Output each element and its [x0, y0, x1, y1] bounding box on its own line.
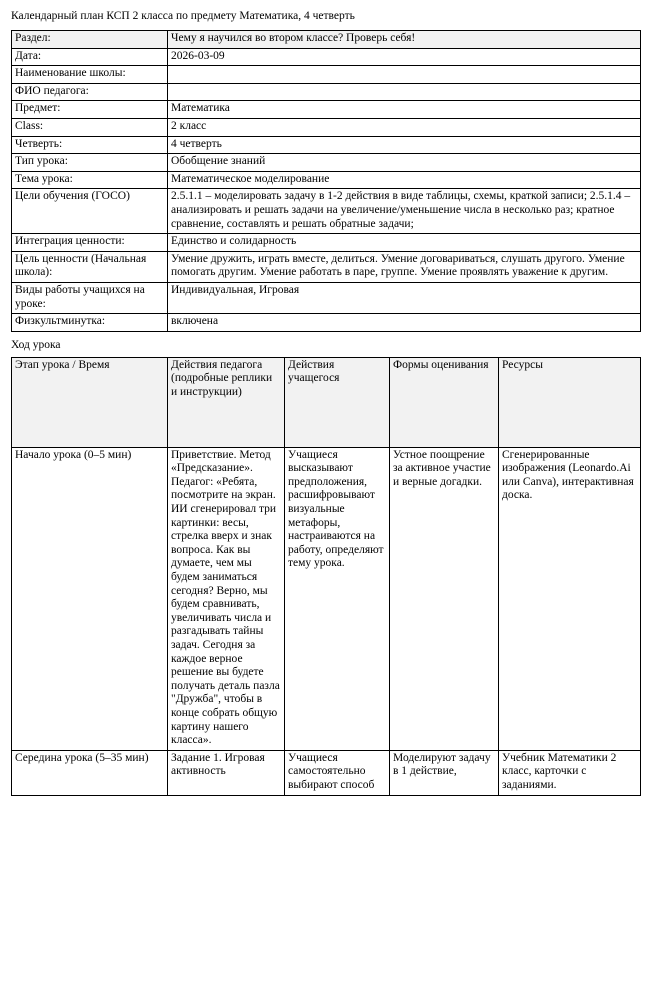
- table-row: [12, 48, 641, 66]
- info-row-value: [168, 66, 641, 84]
- info-row-label: Цели обучения (ГОСО): [12, 189, 168, 234]
- info-row-value: 2026-03-09: [168, 48, 641, 66]
- info-row-label: ФИО педагога:: [12, 83, 168, 101]
- table-row: [12, 66, 641, 84]
- table-row: [12, 101, 641, 119]
- info-row-label: Цель ценности (Начальная школа):: [12, 251, 168, 282]
- lesson-info-table: [11, 30, 641, 332]
- table-row: [12, 136, 641, 154]
- table-row: [12, 750, 641, 795]
- info-row-value: 2.5.1.1 – моделировать задачу в 1-2 действия в виде таблицы, схемы, краткой записи; 2.5.1.4 – анализировать и решать задачи на увеличение/уменьшение числа в несколько раз; кратное сравнение, составлять и решать обратные задачи;: [168, 189, 641, 234]
- flow-cell-assessment: Устное поощрение за активное участие и верные догадки.: [390, 447, 499, 750]
- page-title: Календарный план КСП 2 класса по предмету Математика, 4 четверть: [11, 10, 355, 22]
- flow-cell-resources: Сгенерированные изображения (Leonardo.Ai или Canva), интерактивная доска.: [499, 447, 641, 750]
- table-row: [12, 154, 641, 172]
- flow-cell-resources: Учебник Математики 2 класс, карточки с заданиями.: [499, 750, 641, 795]
- table-row: [12, 31, 641, 49]
- lesson-flow-table: [11, 357, 641, 796]
- info-row-value: Единство и солидарность: [168, 234, 641, 252]
- flow-cell-student: Учащиеся высказывают предположения, расшифровывают визуальные метафоры, настраиваются на работу, определяют тему урока.: [285, 447, 390, 750]
- info-row-value: Чему я научился во втором классе? Проверь себя!: [168, 31, 641, 49]
- table-row: [12, 83, 641, 101]
- info-row-value: Математическое моделирование: [168, 171, 641, 189]
- table-row: [12, 314, 641, 332]
- info-row-value: 2 класс: [168, 118, 641, 136]
- column-header-resources: Ресурсы: [499, 357, 641, 447]
- info-row-label: Дата:: [12, 48, 168, 66]
- info-row-label: Наименование школы:: [12, 66, 168, 84]
- table-row: [12, 282, 641, 313]
- column-header-student-actions: Действия учащегося: [285, 357, 390, 447]
- column-header-assessment: Формы оценивания: [390, 357, 499, 447]
- flow-table-body: [12, 447, 641, 795]
- info-row-label: Тип урока:: [12, 154, 168, 172]
- flow-cell-stage: Середина урока (5–35 мин): [12, 750, 168, 795]
- column-header-stage: Этап урока / Время: [12, 357, 168, 447]
- flow-cell-teacher: Задание 1. Игровая активность: [168, 750, 285, 795]
- info-row-value: Умение дружить, играть вместе, делиться. Умение договариваться, слушать другого. Умение помогать другим. Умение работать в паре, группе. Умение проявлять уважение к другим.: [168, 251, 641, 282]
- column-header-teacher-actions: Действия педагога (подробные реплики и инструкции): [168, 357, 285, 447]
- info-row-label: Интеграция ценности:: [12, 234, 168, 252]
- flow-cell-student: Учащиеся самостоятельно выбирают способ: [285, 750, 390, 795]
- table-row: [12, 251, 641, 282]
- info-row-label: Физкультминутка:: [12, 314, 168, 332]
- table-header-row: [12, 357, 641, 447]
- flow-table-head: [12, 357, 641, 447]
- info-row-label: Четверть:: [12, 136, 168, 154]
- info-row-value: Обобщение знаний: [168, 154, 641, 172]
- table-row: [12, 447, 641, 750]
- info-row-label: Предмет:: [12, 101, 168, 119]
- table-row: [12, 118, 641, 136]
- info-row-value: Индивидуальная, Игровая: [168, 282, 641, 313]
- info-row-value: 4 четверть: [168, 136, 641, 154]
- table-row: [12, 189, 641, 234]
- flow-cell-teacher: Приветствие. Метод «Предсказание». Педагог: «Ребята, посмотрите на экран. ИИ сгенерировал три картинки: весы, стрелка вверх и знак вопроса. Как вы думаете, чем мы будем заниматься сегодня? Верно, мы будем сравнивать, увеличивать числа и разгадывать тайны задач. Сегодня за каждое верное решение вы будете получать деталь пазла "Дружба", чтобы в конце собрать общую картину нашего класса».: [168, 447, 285, 750]
- info-row-label: Class:: [12, 118, 168, 136]
- info-row-value: [168, 83, 641, 101]
- info-table-body: [12, 31, 641, 332]
- flow-cell-stage: Начало урока (0–5 мин): [12, 447, 168, 750]
- flow-cell-assessment: Моделируют задачу в 1 действие,: [390, 750, 499, 795]
- info-row-label: Виды работы учащихся на уроке:: [12, 282, 168, 313]
- info-row-label: Тема урока:: [12, 171, 168, 189]
- table-row: [12, 234, 641, 252]
- info-row-value: включена: [168, 314, 641, 332]
- info-row-value: Математика: [168, 101, 641, 119]
- table-row: [12, 171, 641, 189]
- lesson-flow-heading: Ход урока: [11, 338, 61, 351]
- info-row-label: Раздел:: [12, 31, 168, 49]
